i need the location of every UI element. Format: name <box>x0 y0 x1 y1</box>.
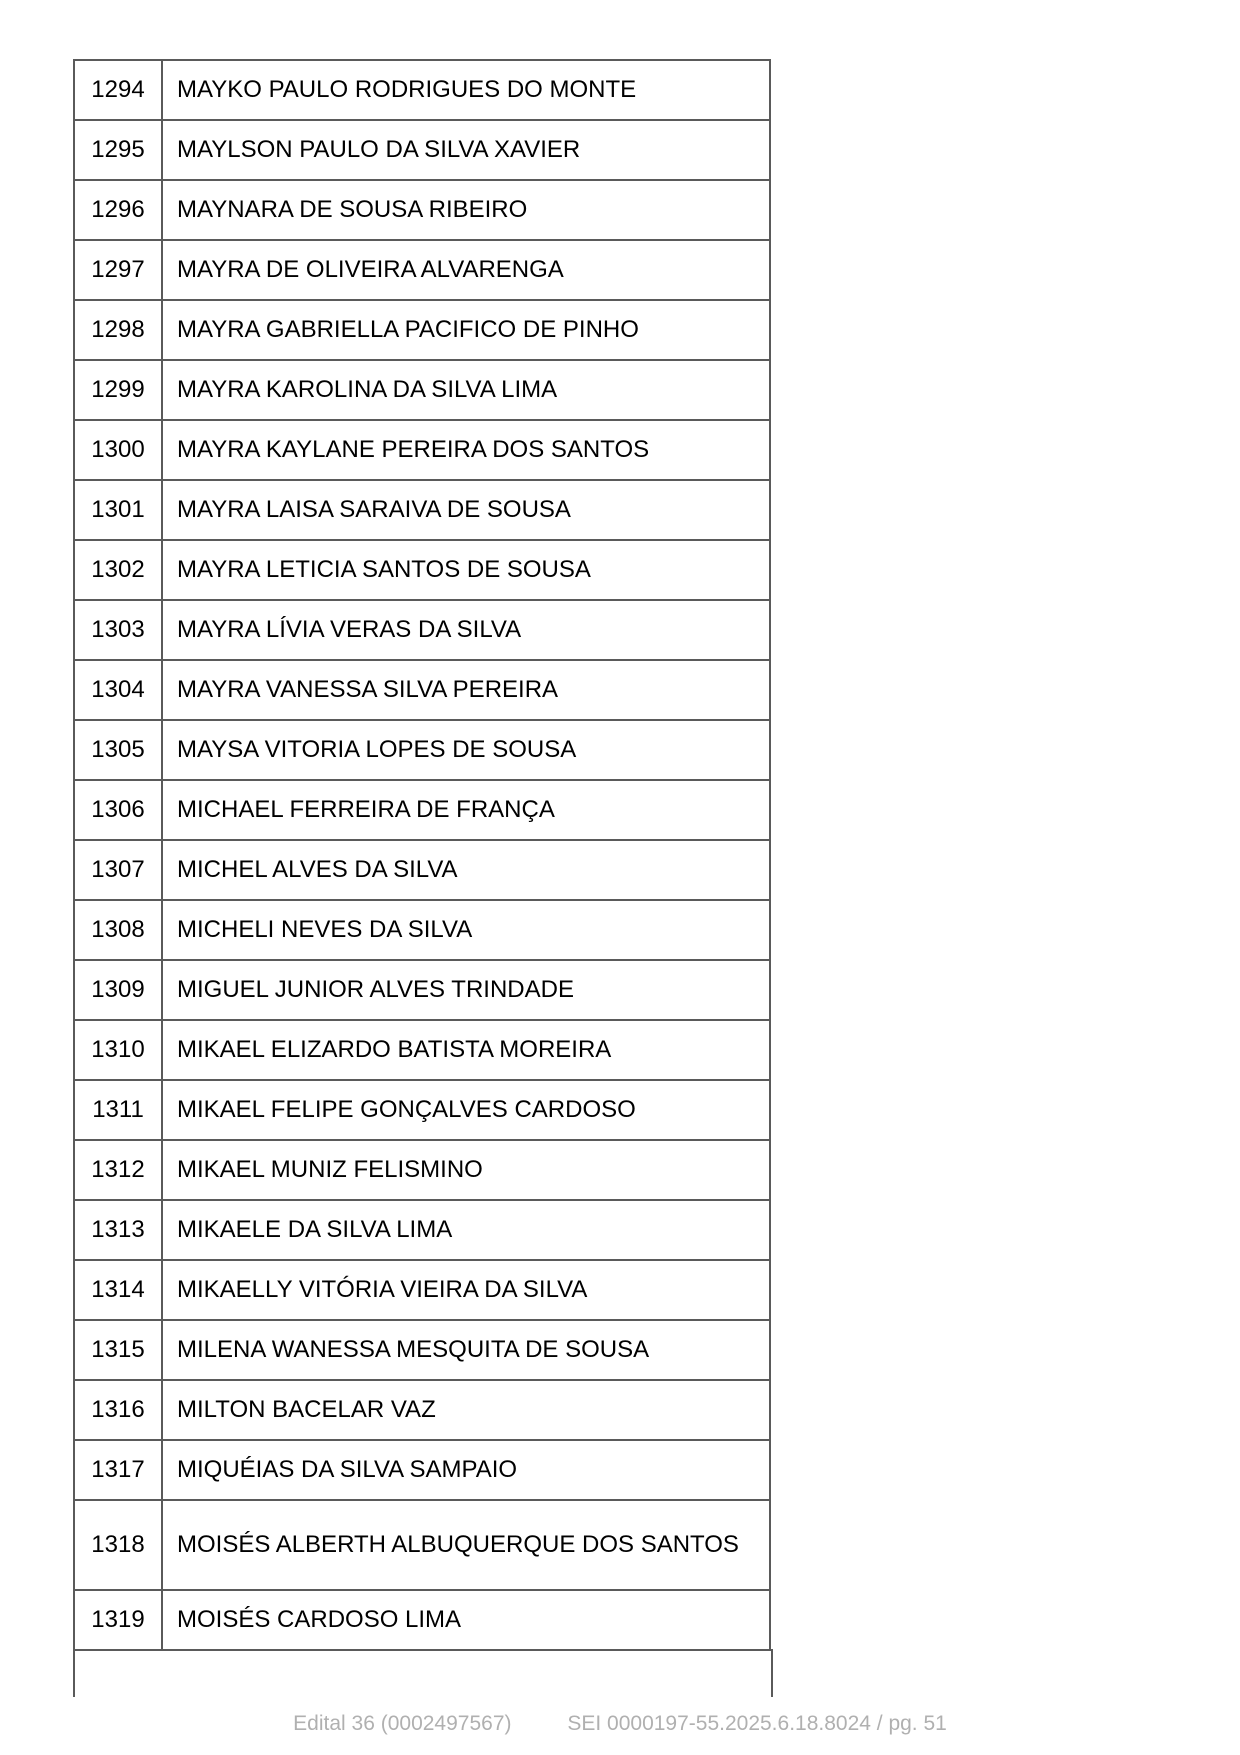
table-row <box>74 1080 770 1140</box>
table-row <box>74 1440 770 1500</box>
row-number: 1301 <box>74 480 162 540</box>
table-row <box>74 660 770 720</box>
table-row <box>74 1140 770 1200</box>
table-row <box>74 480 770 540</box>
row-number: 1300 <box>74 420 162 480</box>
table-row <box>74 720 770 780</box>
row-name: MAYSA VITORIA LOPES DE SOUSA <box>162 720 770 780</box>
row-number: 1312 <box>74 1140 162 1200</box>
row-name: MIKAEL FELIPE GONÇALVES CARDOSO <box>162 1080 770 1140</box>
row-name: MICHAEL FERREIRA DE FRANÇA <box>162 780 770 840</box>
table-row <box>74 120 770 180</box>
row-name: MILTON BACELAR VAZ <box>162 1380 770 1440</box>
row-number: 1295 <box>74 120 162 180</box>
row-name: MAYRA LAISA SARAIVA DE SOUSA <box>162 480 770 540</box>
row-name: MILENA WANESSA MESQUITA DE SOUSA <box>162 1320 770 1380</box>
row-name: MOISÉS CARDOSO LIMA <box>162 1590 770 1650</box>
row-name: MAYRA KAYLANE PEREIRA DOS SANTOS <box>162 420 770 480</box>
row-name: MAYRA DE OLIVEIRA ALVARENGA <box>162 240 770 300</box>
table-row <box>74 960 770 1020</box>
table-row <box>74 840 770 900</box>
row-number: 1294 <box>74 60 162 120</box>
row-name: MAYRA VANESSA SILVA PEREIRA <box>162 660 770 720</box>
row-number: 1307 <box>74 840 162 900</box>
page-footer <box>0 1712 1240 1736</box>
row-name: MIGUEL JUNIOR ALVES TRINDADE <box>162 960 770 1020</box>
table-row <box>74 1020 770 1080</box>
row-name: MAYKO PAULO RODRIGUES DO MONTE <box>162 60 770 120</box>
table-row <box>74 60 770 120</box>
row-name: MIQUÉIAS DA SILVA SAMPAIO <box>162 1440 770 1500</box>
row-name: MAYRA LÍVIA VERAS DA SILVA <box>162 600 770 660</box>
footer-process-page: SEI 0000197-55.2025.6.18.8024 / pg. 51 <box>567 1712 947 1735</box>
row-name: MAYLSON PAULO DA SILVA XAVIER <box>162 120 770 180</box>
row-number: 1308 <box>74 900 162 960</box>
row-number: 1316 <box>74 1380 162 1440</box>
table-row <box>74 180 770 240</box>
row-name: MAYRA GABRIELLA PACIFICO DE PINHO <box>162 300 770 360</box>
table-row <box>74 1500 770 1590</box>
row-name: MIKAELLY VITÓRIA VIEIRA DA SILVA <box>162 1260 770 1320</box>
row-name: MAYRA KAROLINA DA SILVA LIMA <box>162 360 770 420</box>
table-row <box>74 1320 770 1380</box>
row-number: 1296 <box>74 180 162 240</box>
table-row <box>74 900 770 960</box>
table-row <box>74 420 770 480</box>
row-name: MIKAEL ELIZARDO BATISTA MOREIRA <box>162 1020 770 1080</box>
table-row <box>74 1590 770 1650</box>
row-number: 1298 <box>74 300 162 360</box>
table-row <box>74 600 770 660</box>
row-number: 1305 <box>74 720 162 780</box>
table-row <box>74 1260 770 1320</box>
table-row <box>74 540 770 600</box>
row-number: 1302 <box>74 540 162 600</box>
table-continuation <box>73 1649 773 1697</box>
table-row <box>74 780 770 840</box>
table-row <box>74 300 770 360</box>
row-number: 1313 <box>74 1200 162 1260</box>
row-number: 1309 <box>74 960 162 1020</box>
table-row <box>74 360 770 420</box>
row-number: 1311 <box>74 1080 162 1140</box>
row-number: 1315 <box>74 1320 162 1380</box>
row-number: 1319 <box>74 1590 162 1650</box>
footer-document-id: Edital 36 (0002497567) <box>293 1712 512 1735</box>
row-name: MICHEL ALVES DA SILVA <box>162 840 770 900</box>
table-row <box>74 1380 770 1440</box>
row-name: MAYNARA DE SOUSA RIBEIRO <box>162 180 770 240</box>
table-row <box>74 1200 770 1260</box>
row-name: MIKAEL MUNIZ FELISMINO <box>162 1140 770 1200</box>
row-name: MOISÉS ALBERTH ALBUQUERQUE DOS SANTOS <box>162 1500 770 1590</box>
row-number: 1314 <box>74 1260 162 1320</box>
row-number: 1306 <box>74 780 162 840</box>
row-number: 1304 <box>74 660 162 720</box>
row-number: 1317 <box>74 1440 162 1500</box>
row-name: MAYRA LETICIA SANTOS DE SOUSA <box>162 540 770 600</box>
row-name: MICHELI NEVES DA SILVA <box>162 900 770 960</box>
table-row <box>74 240 770 300</box>
row-number: 1297 <box>74 240 162 300</box>
row-name: MIKAELE DA SILVA LIMA <box>162 1200 770 1260</box>
row-number: 1299 <box>74 360 162 420</box>
names-table <box>73 59 771 1651</box>
row-number: 1318 <box>74 1500 162 1590</box>
row-number: 1303 <box>74 600 162 660</box>
row-number: 1310 <box>74 1020 162 1080</box>
